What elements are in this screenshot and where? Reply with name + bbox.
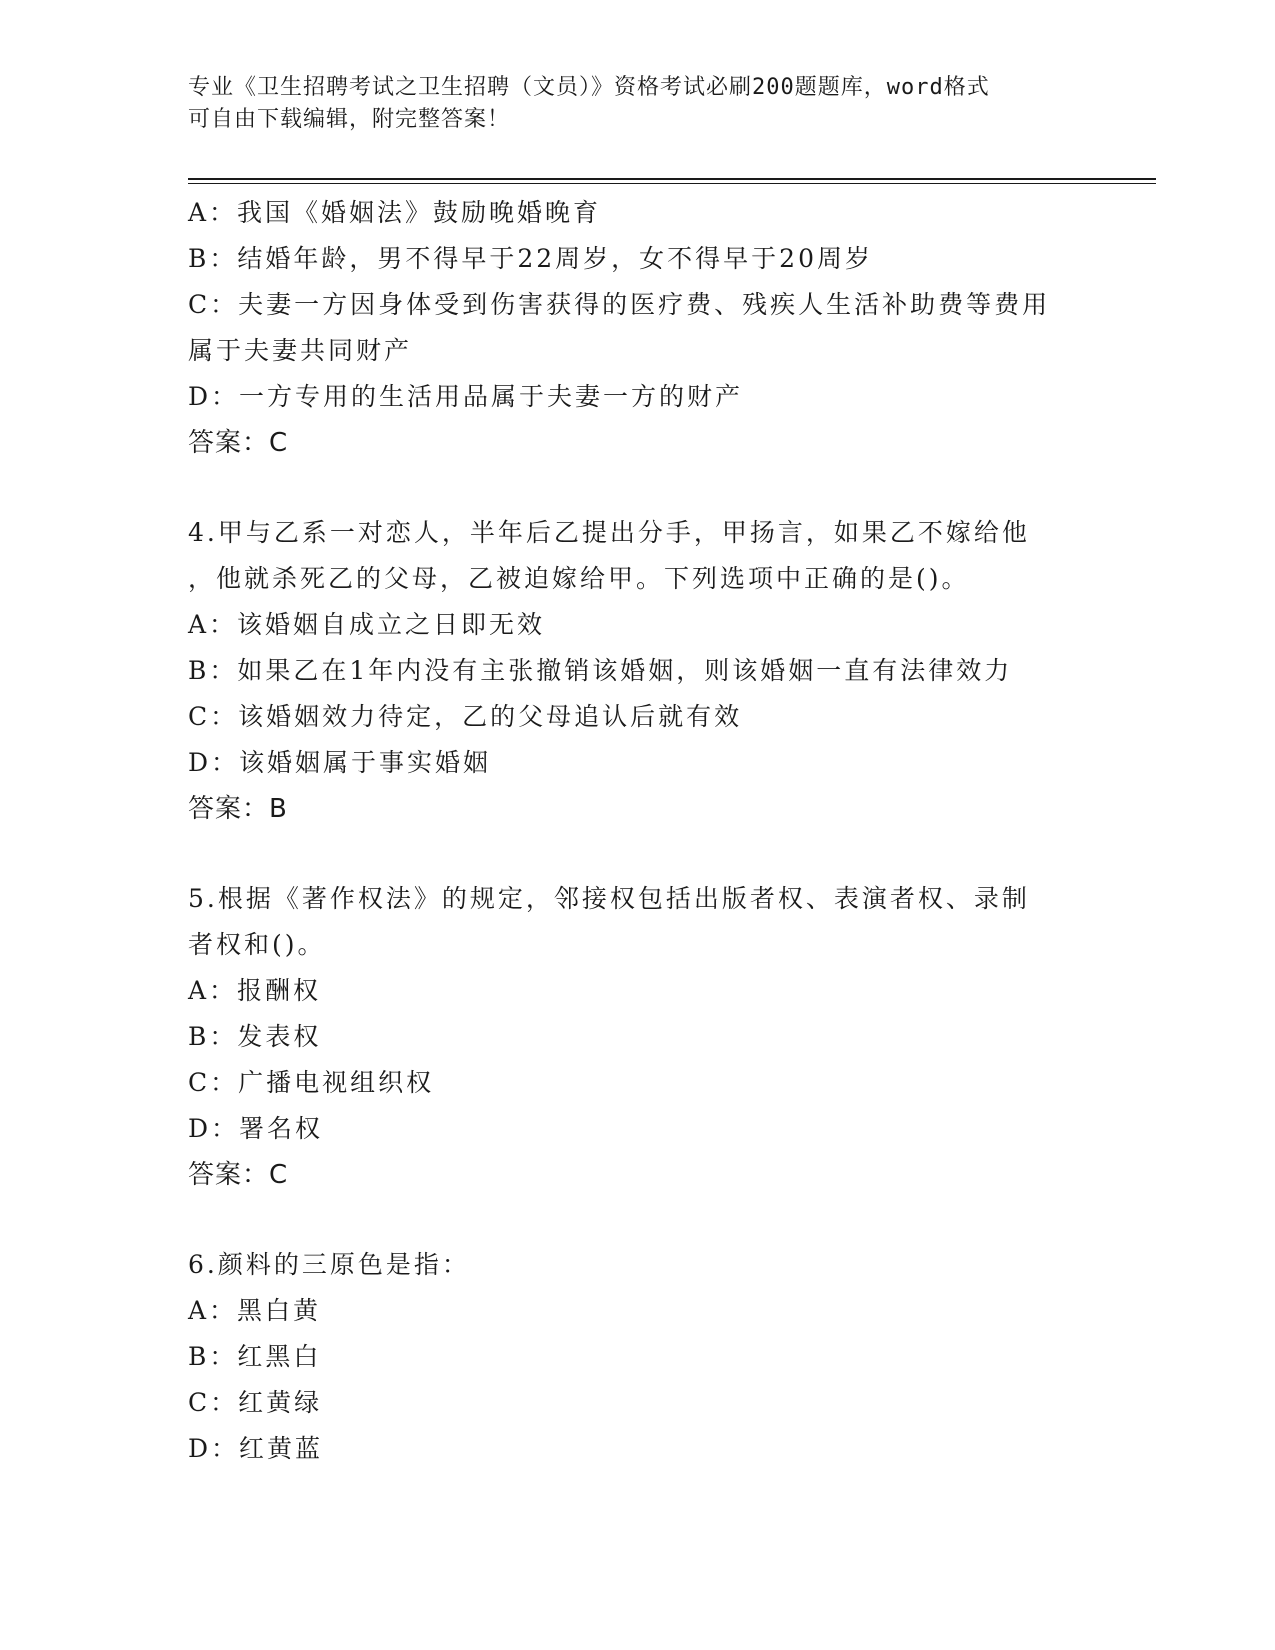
option-c: C：该婚姻效力待定，乙的父母追认后就有效 [188,702,743,731]
option-d: D：署名权 [188,1114,324,1143]
option-c-continued: 属于夫妻共同财产 [188,336,413,365]
option-b: B：结婚年龄，男不得早于22周岁，女不得早于20周岁 [188,244,873,273]
question-stem: 4.甲与乙系一对恋人，半年后乙提出分手，甲扬言，如果乙不嫁给他 [188,518,1030,547]
option-b: B：发表权 [188,1022,322,1051]
question-spacer [188,832,1088,876]
option-c: C：夫妻一方因身体受到伤害获得的医疗费、残疾人生活补助费等费用 [188,290,1051,319]
header-line-2: 可自由下载编辑，附完整答案！ [188,107,511,132]
option-a: A：黑白黄 [188,1296,322,1325]
question-4-block [188,510,1088,832]
header-divider-thin [188,183,1156,184]
header-divider-thick [188,178,1156,180]
question-3-block [188,190,1088,466]
answer: 答案：B [188,794,288,824]
document-header [188,72,1088,136]
question-stem: 6.颜料的三原色是指： [188,1250,470,1279]
question-5-block [188,876,1088,1198]
option-d: D：一方专用的生活用品属于夫妻一方的财产 [188,382,744,411]
question-stem-continued: 者权和()。 [188,930,326,959]
option-a: A：我国《婚姻法》鼓励晚婚晚育 [188,198,602,227]
option-b: B：红黑白 [188,1342,322,1371]
option-d: D：该婚姻属于事实婚姻 [188,748,492,777]
option-b: B：如果乙在1年内没有主张撤销该婚姻，则该婚姻一直有法律效力 [188,656,1013,685]
question-spacer [188,466,1088,510]
option-c: C：红黄绿 [188,1388,323,1417]
option-d: D：红黄蓝 [188,1434,324,1463]
option-a: A：报酬权 [188,976,322,1005]
option-a: A：该婚姻自成立之日即无效 [188,610,546,639]
option-c: C：广播电视组织权 [188,1068,435,1097]
answer: 答案：C [188,428,289,458]
question-spacer [188,1198,1088,1242]
answer: 答案：C [188,1160,289,1190]
question-stem-continued: ，他就杀死乙的父母，乙被迫嫁给甲。下列选项中正确的是()。 [188,564,970,593]
question-stem: 5.根据《著作权法》的规定，邻接权包括出版者权、表演者权、录制 [188,884,1030,913]
header-line-1: 专业《卫生招聘考试之卫生招聘（文员）》资格考试必刷200题题库，word格式 [188,75,990,100]
question-list [188,190,1088,1472]
question-6-block [188,1242,1088,1472]
